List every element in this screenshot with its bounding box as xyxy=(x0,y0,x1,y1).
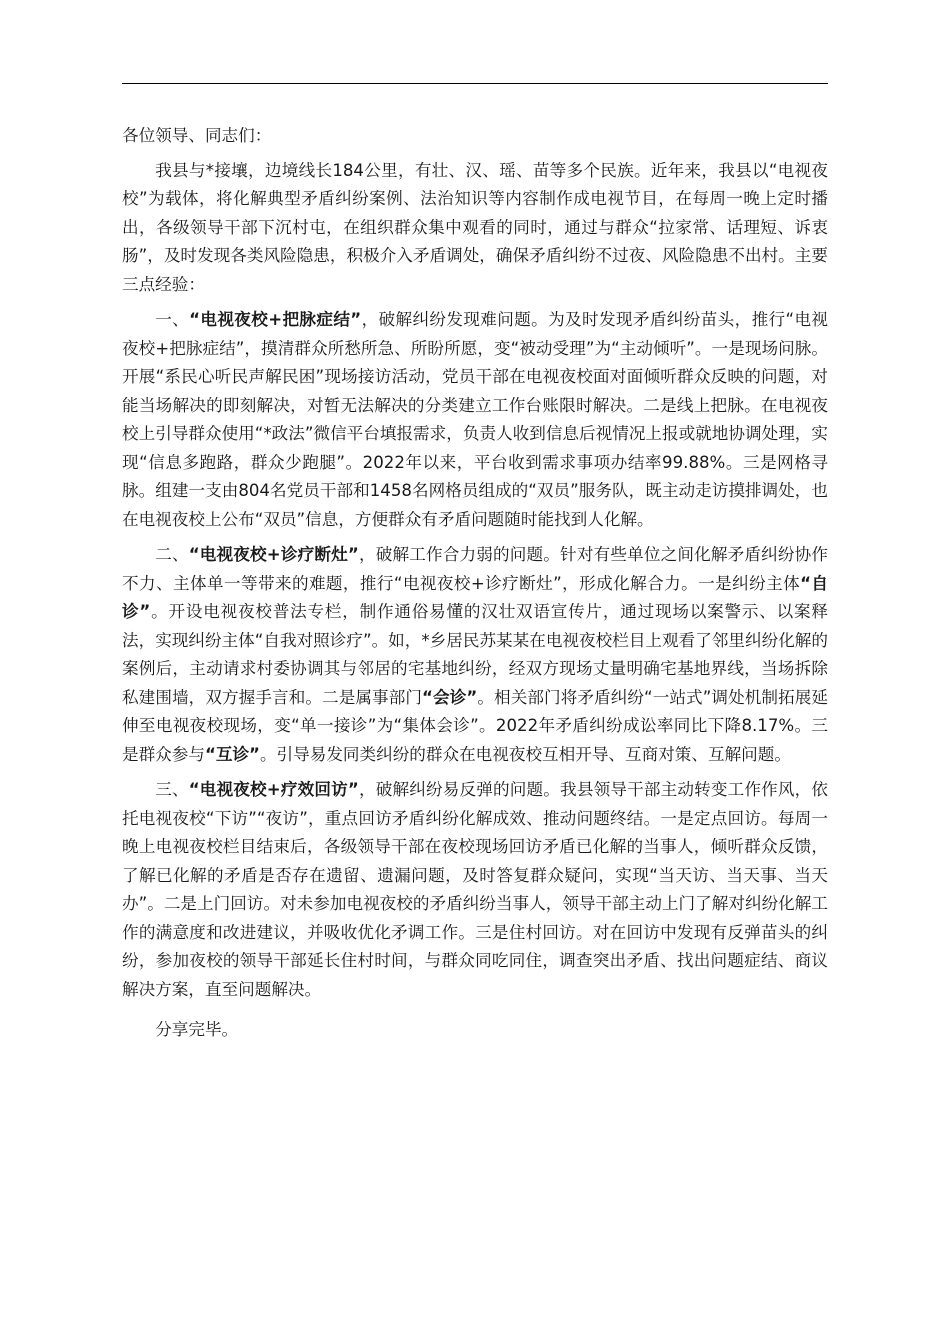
section-2-lead: 二、 xyxy=(155,545,189,564)
intro-paragraph: 我县与*接壤，边境线长184公里，有壮、汉、瑶、苗等多个民族。近年来，我县以“电视夜校”为载体，将化解典型矛盾纠纷案例、法治知识等内容制作成电视节目，在每周一晚上定时播出，各级领导干部下沉村屯，在组织群众集中观看的同时，通过与群众“拉家常、话理短、诉衷肠”，及时发现各类风险隐患，积极介入矛盾调处，确保矛盾纠纷不过夜、风险隐患不出村。主要三点经验： xyxy=(122,160,828,294)
section-2-keyword-mutual: “互诊” xyxy=(204,744,260,764)
section-1-title: “电视夜校+把脉症结” xyxy=(189,310,362,329)
section-3-lead: 三、 xyxy=(155,780,189,799)
section-2-keyword-consult: “会诊” xyxy=(422,687,478,707)
section-3-paragraph xyxy=(122,776,828,1004)
section-2-body-c: 。相关部门将矛盾纠纷“一站式”调处机制拓展延伸至电视夜校现场，变“单一接诊”为“集体会诊”。2022年矛盾纠纷成讼率同比下降8.17%。三是群众参与 xyxy=(122,687,829,764)
section-2-body-b: 。开设电视夜校普法专栏，制作通俗易懂的汉壮双语宣传片，通过现场以案警示、以案释法，实现纠纷主体“自我对照诊疗”。如，*乡居民苏某某在电视夜校栏目上观看了邻里纠纷化解的案例后，主动请求村委协调其与邻居的宅基地纠纷，经双方现场丈量明确宅基地界线，当场拆除私建围墙，双方握手言和。二是属事部门 xyxy=(122,602,829,707)
section-2-title: “电视夜校+诊疗断灶” xyxy=(188,545,359,564)
section-1-body: ，破解纠纷发现难问题。为及时发现矛盾纠纷苗头，推行“电视夜校+把脉症结”，摸清群众所愁所急、所盼所愿，变“被动受理”为“主动倾听”。一是现场问脉。开展“系民心听民声解民困”现场接访活动，党员干部在电视夜校面对面倾听群众反映的问题，对能当场解决的即刻解决，对暂无法解决的分类建立工作台账限时解决。二是线上把脉。在电视夜校上引导群众使用“*政法”微信平台填报需求，负责人收到信息后视情况上报或就地协调处理，实现“信息多跑路，群众少跑腿”。2022年以来，平台收到需求事项办结率99.88%。三是网格寻脉。组建一支由804名党员干部和1458名网格员组成的“双员”服务队，既主动走访摸排调处，也在电视夜校上公布“双员”信息，方便群众有矛盾问题随时能找到人化解。 xyxy=(122,310,829,529)
section-1-paragraph xyxy=(122,306,828,534)
section-2-paragraph xyxy=(122,541,828,769)
section-3-body: ，破解纠纷易反弹的问题。我县领导干部主动转变工作作风，依托电视夜校“下访”“夜访”，重点回访矛盾纠纷化解成效、推动问题终结。一是定点回访。每周一晚上电视夜校栏目结束后，各级领导干部在夜校现场回访矛盾已化解的当事人，倾听群众反馈，了解已化解的矛盾是否存在遗留、遗漏问题，及时答复群众疑问，实现“当天访、当天事、当天办”。二是上门回访。对未参加电视夜校的矛盾纠纷当事人，领导干部主动上门了解对纠纷化解工作的满意度和改进建议，并吸收优化矛调工作。三是住村回访。对在回访中发现有反弹苗头的纠纷，参加夜校的领导干部延长住村时间，与群众同吃同住，调查突出矛盾、找出问题症结、商议解决方案，直至问题解决。 xyxy=(122,780,829,999)
section-2-keyword-self: “自诊” xyxy=(122,573,828,621)
section-2-body-d: 。引导易发同类纠纷的群众在电视夜校互相开导、互商对策、互解问题。 xyxy=(259,744,791,764)
section-1-lead: 一、 xyxy=(155,310,190,329)
header-rule xyxy=(122,83,828,84)
salutation: 各位领导、同志们： xyxy=(122,126,272,145)
section-3-title: “电视夜校+疗效回访” xyxy=(188,780,359,799)
closing-line: 分享完毕。 xyxy=(155,1020,239,1039)
document-body xyxy=(122,122,828,1052)
section-2-body-a: ，破解工作合力弱的问题。针对有些单位之间化解矛盾纠纷协作不力、主体单一等带来的难题，推行“电视夜校+诊疗断灶”，形成化解合力。一是纠纷主体 xyxy=(122,545,829,593)
